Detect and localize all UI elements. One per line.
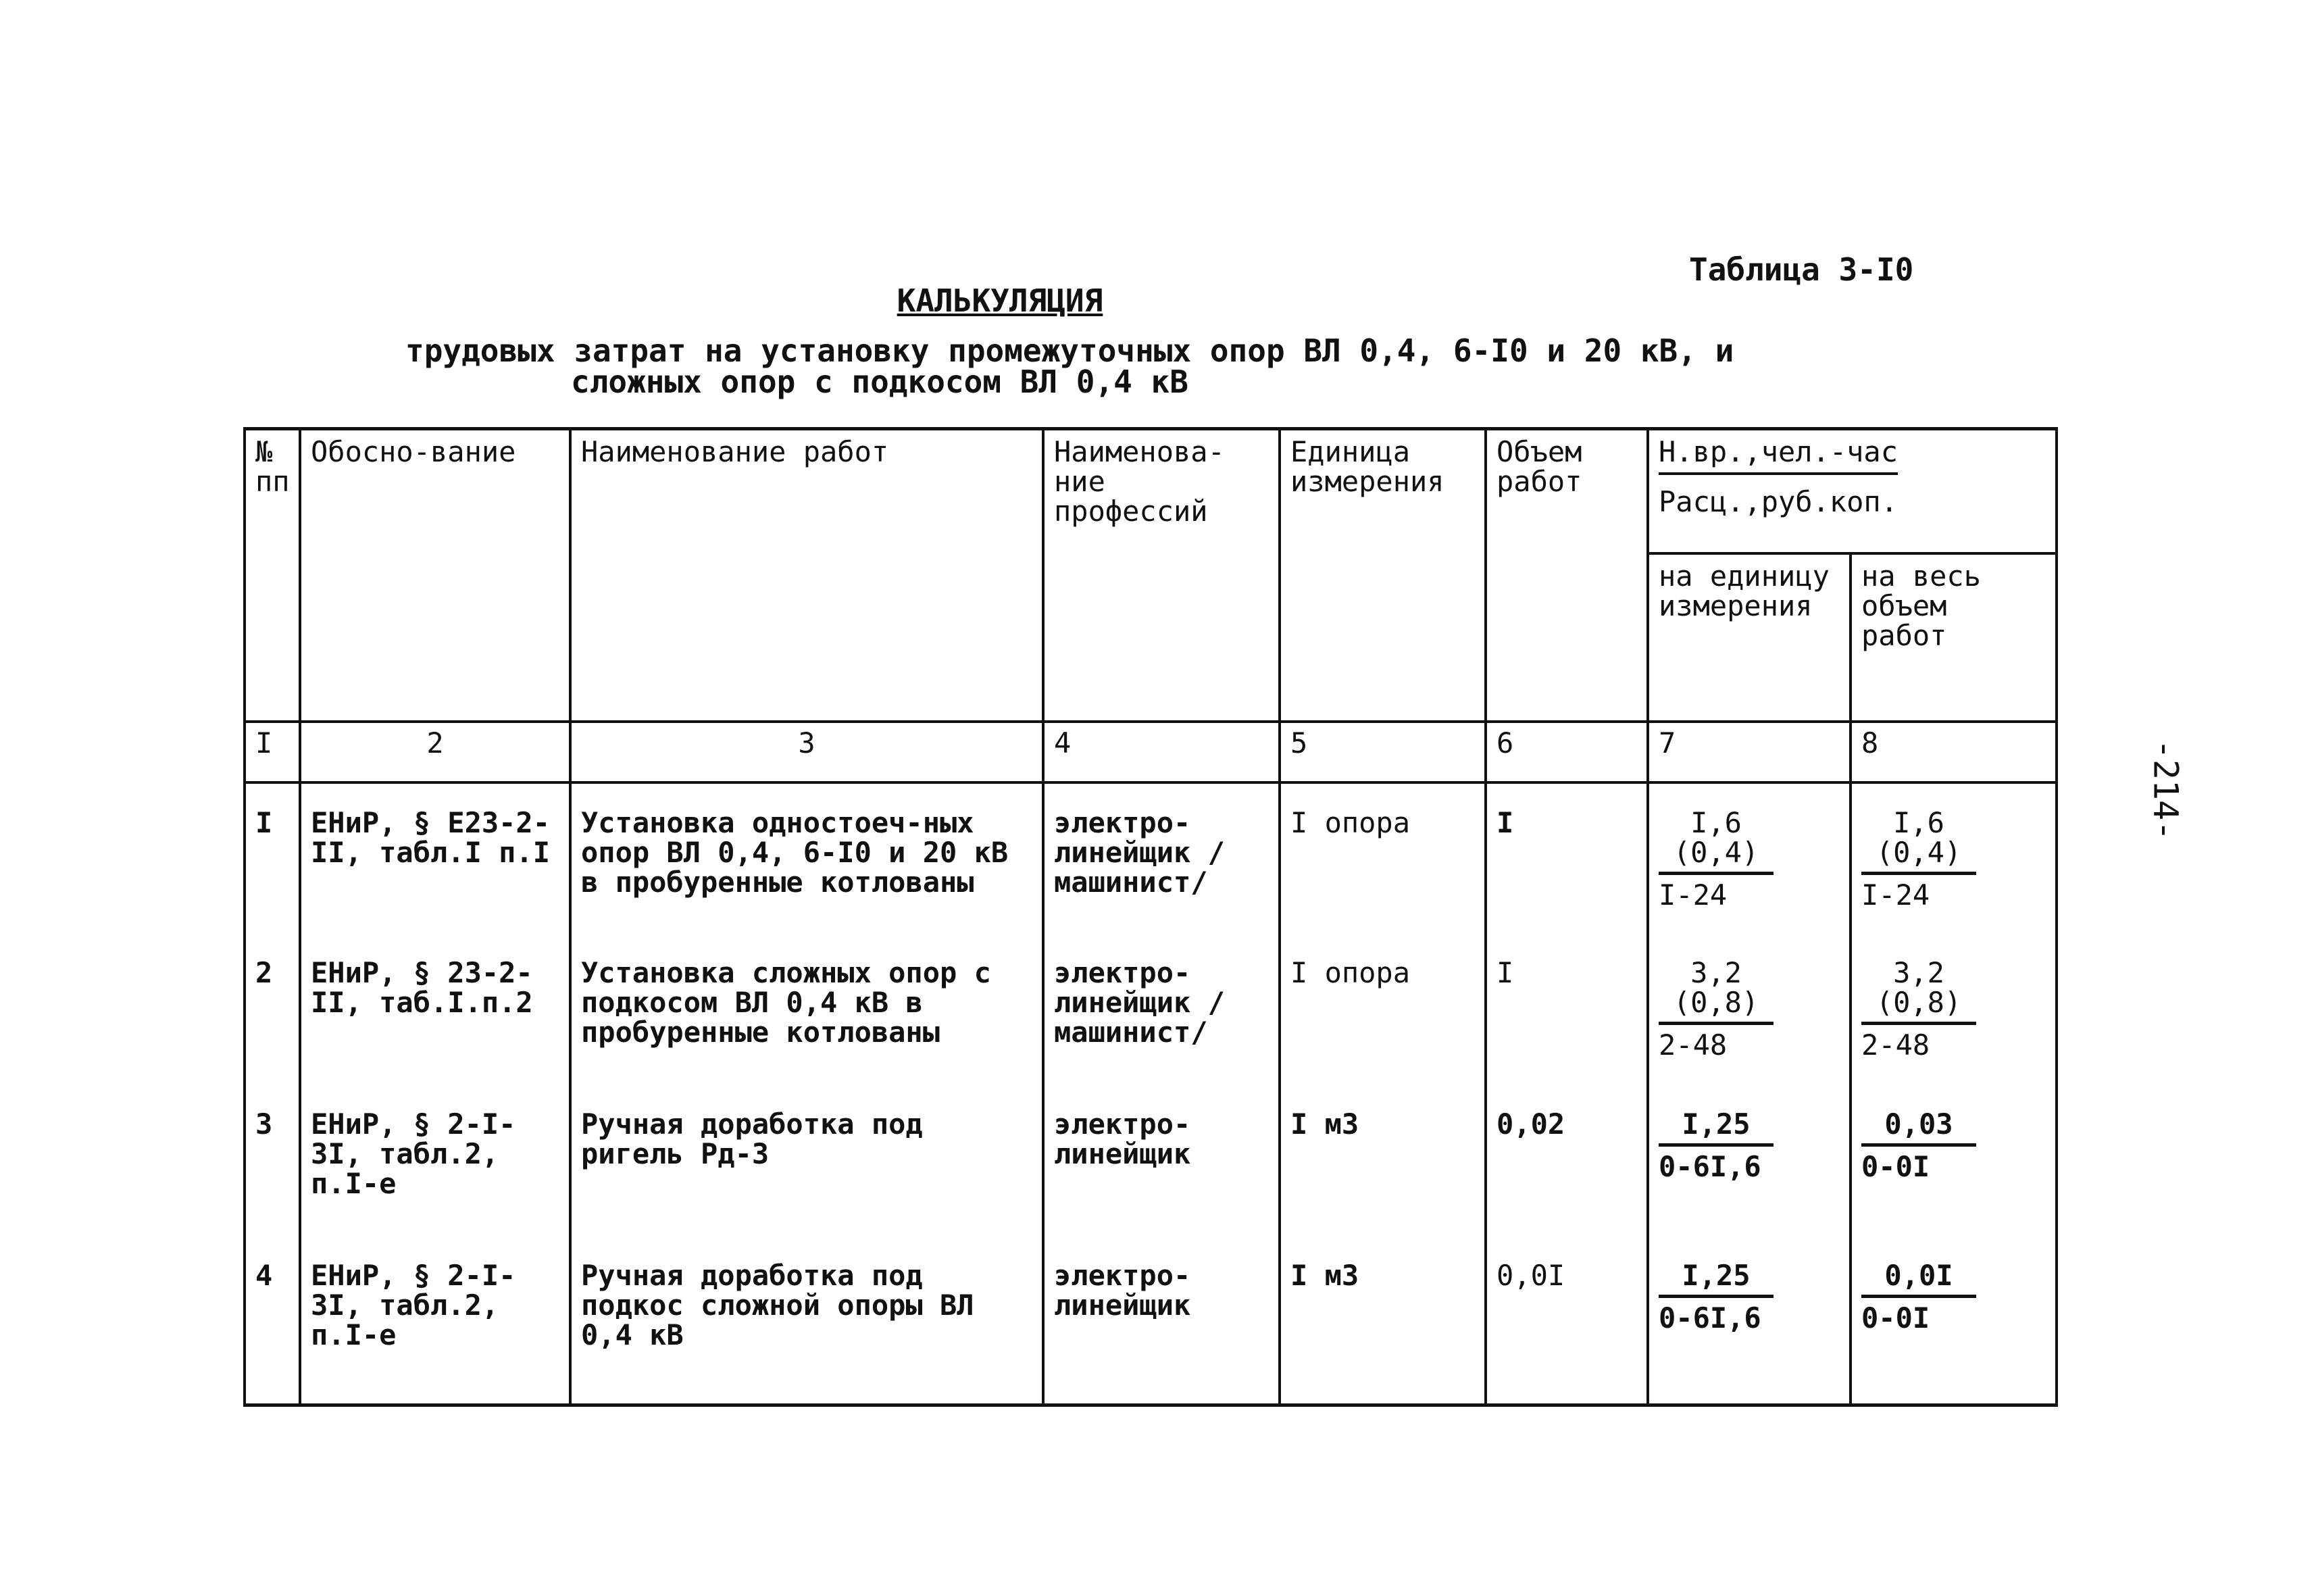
unit-pay: 0-6I,6 — [1659, 1301, 1761, 1335]
row-unit-rate — [1648, 1085, 1851, 1237]
page-number — [2135, 737, 2189, 841]
row-basis: ЕНиР, § 2-I-3I, табл.2, п.I-е — [300, 1237, 570, 1405]
document-title: КАЛЬКУЛЯЦИЯ — [897, 282, 1103, 319]
row-basis: ЕНиР, § 23-2-II, таб.I.п.2 — [300, 934, 570, 1085]
row-unit-rate — [1648, 1237, 1851, 1405]
header-norm-pay — [1648, 429, 2057, 554]
row-total-rate — [1851, 1085, 2057, 1237]
table-row — [245, 1237, 2057, 1405]
total-pay: 0-0I — [1861, 1301, 1930, 1335]
unit-pay: 2-48 — [1659, 1028, 1728, 1062]
row-profession: электро-линейщик /машинист/ — [1043, 782, 1280, 934]
row-work: Ручная доработка под подкос сложной опоры ВЛ 0,4 кВ — [570, 1237, 1043, 1405]
row-volume: 0,02 — [1486, 1085, 1648, 1237]
row-volume: I — [1486, 782, 1648, 934]
row-unit: I опора — [1280, 934, 1486, 1085]
row-total-rate — [1851, 934, 2057, 1085]
header-per-unit: на единицу измерения — [1648, 553, 1851, 722]
table-row — [245, 934, 2057, 1085]
total-norm: I,6 (0,4) — [1876, 805, 1962, 869]
row-basis: ЕНиР, § 2-I-3I, табл.2, п.I-е — [300, 1085, 570, 1237]
row-num: 3 — [245, 1085, 300, 1237]
table-label: Таблица 3-I0 — [1689, 251, 1914, 288]
row-total-rate — [1851, 1237, 2057, 1405]
row-profession: электро-линейщик — [1043, 1237, 1280, 1405]
column-number: 2 — [300, 722, 570, 782]
total-norm: 3,2 (0,8) — [1876, 955, 1962, 1019]
row-profession: электро-линейщик /машинист/ — [1043, 934, 1280, 1085]
row-num: I — [245, 782, 300, 934]
row-volume: I — [1486, 934, 1648, 1085]
unit-norm: I,25 — [1682, 1258, 1751, 1292]
header-num: № пп — [245, 429, 300, 722]
subtitle-line-1: трудовых затрат на установку промежуточных опор ВЛ 0,4, 6-I0 и 20 кВ, и — [405, 332, 1734, 369]
header-volume: Объем работ — [1486, 429, 1648, 722]
row-num: 4 — [245, 1237, 300, 1405]
row-num: 2 — [245, 934, 300, 1085]
row-unit: I м3 — [1280, 1085, 1486, 1237]
table-row — [245, 782, 2057, 934]
total-pay: 2-48 — [1861, 1028, 1930, 1062]
row-work: Установка одностоеч-ных опор ВЛ 0,4, 6-I0 и 20 кВ в пробуренные котлованы — [570, 782, 1043, 934]
header-norm: Н.вр.,чел.-час — [1659, 437, 1898, 475]
unit-norm: I,6 (0,4) — [1673, 805, 1759, 869]
header-row — [245, 429, 2057, 554]
row-work: Ручная доработка под ригель Рд-3 — [570, 1085, 1043, 1237]
row-profession: электро-линейщик — [1043, 1085, 1280, 1237]
total-norm: 0,03 — [1884, 1107, 1953, 1141]
page-number-text: -214- — [2146, 739, 2186, 841]
unit-norm: I,25 — [1682, 1107, 1751, 1141]
unit-pay: I-24 — [1659, 878, 1728, 912]
row-total-rate — [1851, 782, 2057, 934]
column-number: I — [245, 722, 300, 782]
header-profession: Наименова-ние профессий — [1043, 429, 1280, 722]
row-basis: ЕНиР, § Е23-2-II, табл.I п.I — [300, 782, 570, 934]
column-number: 4 — [1043, 722, 1280, 782]
header-work: Наименование работ — [570, 429, 1043, 722]
subtitle-line-2: сложных опор с подкосом ВЛ 0,4 кВ — [571, 364, 1188, 400]
column-numbers-row — [245, 722, 2057, 782]
column-number: 6 — [1486, 722, 1648, 782]
unit-norm: 3,2 (0,8) — [1673, 955, 1759, 1019]
row-work: Установка сложных опор с подкосом ВЛ 0,4 кВ в пробуренные котлованы — [570, 934, 1043, 1085]
calculation-table — [243, 427, 2058, 1407]
column-number: 3 — [570, 722, 1043, 782]
column-number: 8 — [1851, 722, 2057, 782]
row-volume: 0,0I — [1486, 1237, 1648, 1405]
header-pay: Расц.,руб.коп. — [1659, 485, 1898, 518]
row-unit-rate — [1648, 782, 1851, 934]
total-norm: 0,0I — [1884, 1258, 1953, 1292]
column-number: 7 — [1648, 722, 1851, 782]
row-unit: I м3 — [1280, 1237, 1486, 1405]
row-unit-rate — [1648, 934, 1851, 1085]
header-per-total: на весь объем работ — [1851, 553, 2057, 722]
column-number: 5 — [1280, 722, 1486, 782]
row-unit: I опора — [1280, 782, 1486, 934]
total-pay: 0-0I — [1861, 1149, 1930, 1183]
header-basis: Обосно-вание — [300, 429, 570, 722]
unit-pay: 0-6I,6 — [1659, 1149, 1761, 1183]
header-unit: Единица измерения — [1280, 429, 1486, 722]
table-row — [245, 1085, 2057, 1237]
total-pay: I-24 — [1861, 878, 1930, 912]
